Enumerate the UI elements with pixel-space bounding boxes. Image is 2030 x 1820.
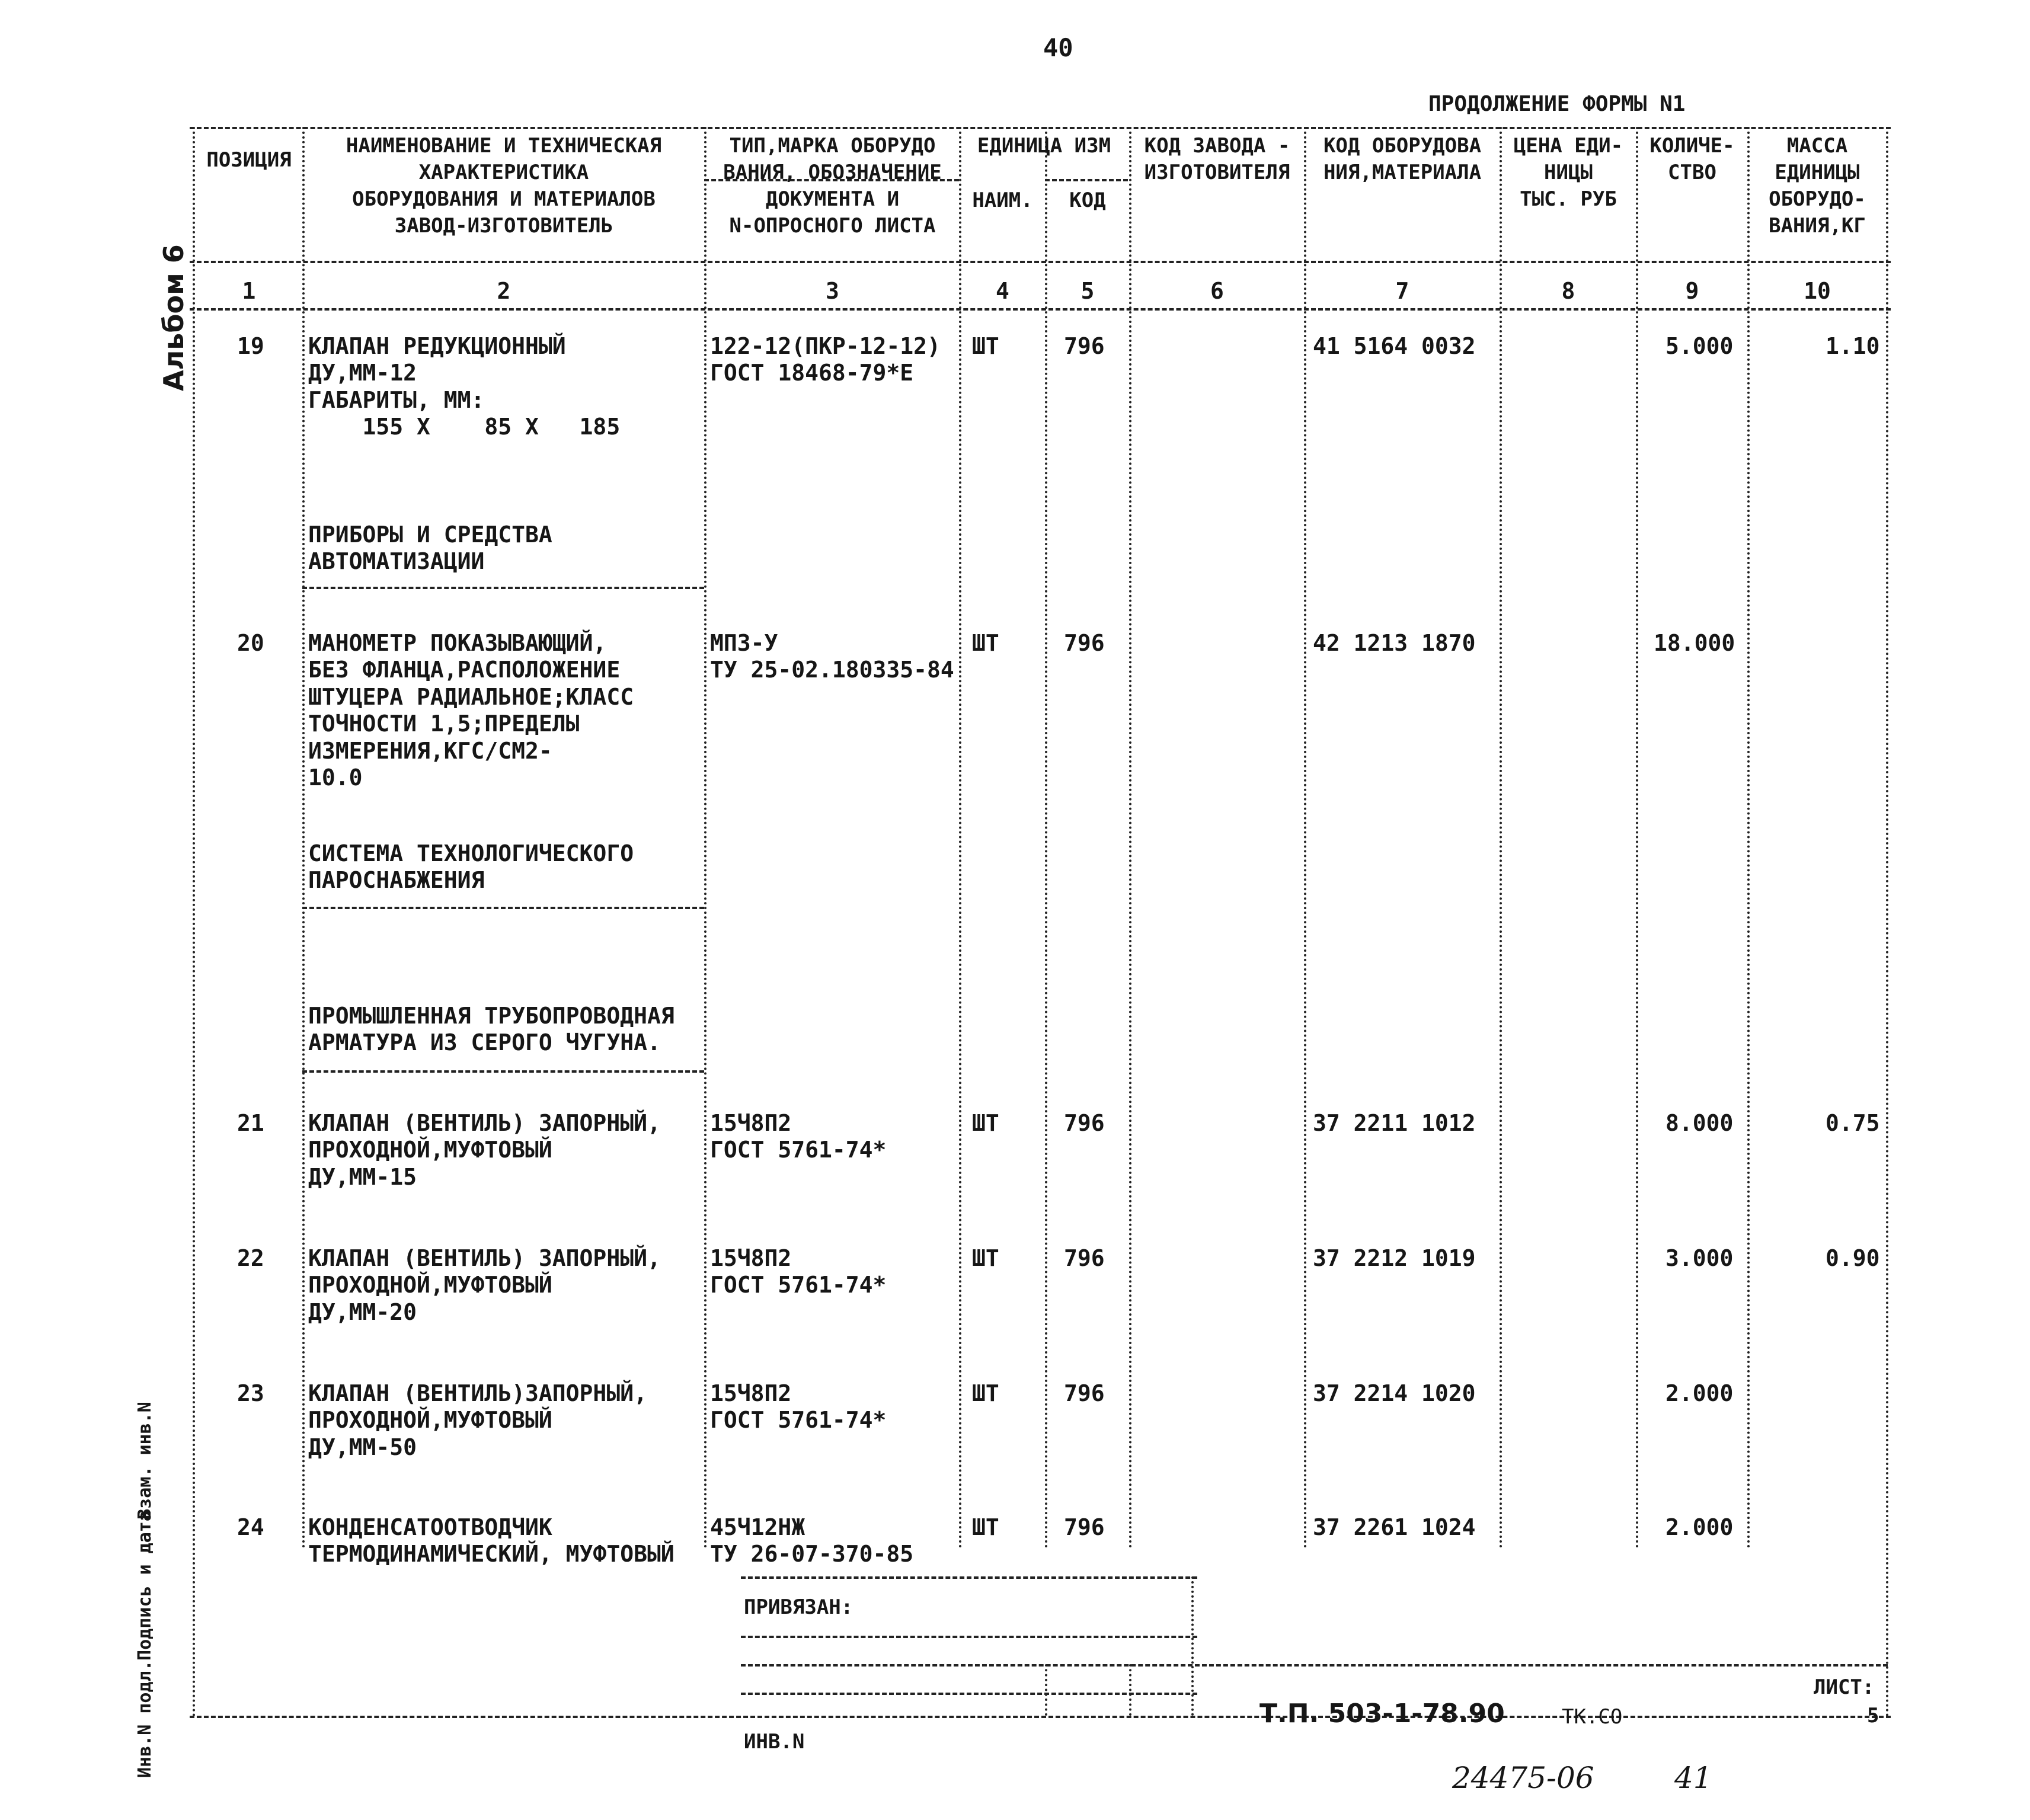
- handwritten-page: 41: [1674, 1761, 1712, 1795]
- row-unit: ШТ: [972, 333, 999, 359]
- row-name-line: КОНДЕНСАТООТВОДЧИК: [308, 1514, 552, 1540]
- row-name-line: 10.0: [308, 765, 363, 791]
- row-mass: 0.75: [1826, 1110, 1880, 1136]
- row-name-line: КЛАПАН (ВЕНТИЛЬ) ЗАПОРНЫЙ,: [308, 1245, 661, 1271]
- row-unit-code: 796: [1064, 1380, 1105, 1406]
- row-name-line: ТЕРМОДИНАМИЧЕСКИЙ, МУФТОВЫЙ: [308, 1541, 674, 1567]
- row-type: МПЗ-У: [710, 630, 778, 656]
- row-name-line: МАНОМЕТР ПОКАЗЫВАЮЩИЙ,: [308, 630, 607, 656]
- form-continuation-title: ПРОДОЛЖЕНИЕ ФОРМЫ N1: [1428, 92, 1686, 116]
- row-equip-code: 41 5164 0032: [1313, 333, 1476, 359]
- row-name-line: ДУ,ММ-50: [308, 1434, 417, 1460]
- row-unit: ШТ: [972, 1380, 999, 1406]
- header-col8: ЦЕНА ЕДИ- НИЦЫ ТЫС. РУБ: [1513, 134, 1623, 211]
- side-stamp: [135, 1402, 155, 1778]
- row-name-line: ДУ,ММ-20: [308, 1299, 417, 1325]
- header-col4: НАИМ.: [972, 188, 1033, 212]
- row-unit-code: 796: [1064, 333, 1105, 359]
- row-qty: 2.000: [1665, 1380, 1734, 1406]
- side-stamp-signature: Подпись и дата: [135, 1511, 155, 1661]
- header-col3: ТИП,МАРКА ОБОРУДО ВАНИЯ, ОБОЗНАЧЕНИЕ ДОКУМЕНТА И N-ОПРОСНОГО ЛИСТА: [723, 134, 942, 238]
- row-unit-code: 796: [1064, 1514, 1105, 1540]
- row-equip-code: 42 1213 1870: [1313, 630, 1476, 656]
- header-col1: ПОЗИЦИЯ: [206, 148, 292, 172]
- row-type: 45Ч12НЖ: [710, 1514, 805, 1540]
- row-name-line: ТОЧНОСТИ 1,5;ПРЕДЕЛЫ: [308, 711, 580, 737]
- column-number: 10: [1804, 278, 1831, 304]
- row-type: 15Ч8П2: [710, 1380, 792, 1406]
- row-name-line: ГАБАРИТЫ, ММ:: [308, 387, 485, 413]
- row-unit: ШТ: [972, 1110, 999, 1136]
- department-code: ТК.СО: [1562, 1705, 1623, 1729]
- row-name-line: ПРОХОДНОЙ,МУФТОВЫЙ: [308, 1137, 552, 1163]
- header-col2: НАИМЕНОВАНИЕ И ТЕХНИЧЕСКАЯ ХАРАКТЕРИСТИКА ОБОРУДОВАНИЯ И МАТЕРИАЛОВ ЗАВОД-ИЗГОТОВИТЕЛЬ: [346, 134, 662, 238]
- row-mass: 0.90: [1826, 1245, 1880, 1271]
- row-name-line: 155 X 85 X 185: [308, 414, 621, 440]
- header-col45: ЕДИНИЦА ИЗМ: [977, 134, 1111, 158]
- header-col10: МАССА ЕДИНИЦЫ ОБОРУДО- ВАНИЯ,КГ: [1769, 134, 1866, 238]
- row-name-line: ШТУЦЕРА РАДИАЛЬНОЕ;КЛАСС: [308, 684, 634, 710]
- row-position: 22: [237, 1245, 264, 1271]
- document-code: Т.П. 503-1-78.90: [1259, 1699, 1505, 1729]
- header-col6: КОД ЗАВОДА - ИЗГОТОВИТЕЛЯ: [1144, 134, 1290, 184]
- sheet-label: ЛИСТ:: [1814, 1675, 1875, 1699]
- row-equip-code: 37 2214 1020: [1313, 1380, 1476, 1406]
- row-name-line: КЛАПАН (ВЕНТИЛЬ) ЗАПОРНЫЙ,: [308, 1110, 661, 1136]
- column-number: 6: [1210, 278, 1224, 304]
- row-position: 20: [237, 630, 264, 656]
- album-label: Альбом 6: [158, 244, 190, 391]
- row-name-line: БЕЗ ФЛАНЦА,РАСПОЛОЖЕНИЕ: [308, 657, 621, 683]
- row-name-line: КЛАПАН (ВЕНТИЛЬ)ЗАПОРНЫЙ,: [308, 1380, 647, 1406]
- row-type: ТУ 26-07-370-85: [710, 1541, 914, 1567]
- row-type: ГОСТ 5761-74*: [710, 1272, 887, 1298]
- column-number: 1: [242, 278, 256, 304]
- column-number: 8: [1561, 278, 1575, 304]
- side-stamp-replace: Взам. инв.N: [135, 1402, 155, 1520]
- row-unit-code: 796: [1064, 630, 1105, 656]
- row-equip-code: 37 2261 1024: [1313, 1514, 1476, 1540]
- row-name-line: ДУ,ММ-15: [308, 1164, 417, 1190]
- row-type: ТУ 25-02.180335-84: [710, 657, 954, 683]
- page-number: 40: [1043, 33, 1073, 62]
- row-type: ГОСТ 5761-74*: [710, 1407, 887, 1433]
- row-equip-code: 37 2212 1019: [1313, 1245, 1476, 1271]
- row-mass: 1.10: [1826, 333, 1880, 359]
- column-number: 9: [1685, 278, 1699, 304]
- row-qty: 5.000: [1665, 333, 1734, 359]
- row-position: 23: [237, 1380, 264, 1406]
- row-unit: ШТ: [972, 1245, 999, 1271]
- row-type: ГОСТ 5761-74*: [710, 1137, 887, 1163]
- row-position: 19: [237, 333, 264, 359]
- column-number: 5: [1080, 278, 1095, 304]
- row-equip-code: 37 2211 1012: [1313, 1110, 1476, 1136]
- row-type: ГОСТ 18468-79*Е: [710, 360, 914, 386]
- header-col7: КОД ОБОРУДОВА НИЯ,МАТЕРИАЛА: [1323, 134, 1482, 184]
- row-name-line: ДУ,ММ-12: [308, 360, 417, 386]
- row-unit: ШТ: [972, 1514, 999, 1540]
- row-position: 24: [237, 1514, 264, 1540]
- header-col5: КОД: [1069, 188, 1106, 212]
- row-type: 15Ч8П2: [710, 1110, 792, 1136]
- sheet-number: 5: [1867, 1704, 1879, 1728]
- row-position: 21: [237, 1110, 264, 1136]
- row-qty: 3.000: [1665, 1245, 1734, 1271]
- column-number: 3: [826, 278, 839, 304]
- row-qty: 18.000: [1654, 630, 1735, 656]
- side-stamp-inv: Инв.N подл.: [135, 1660, 155, 1778]
- row-type: 15Ч8П2: [710, 1245, 792, 1271]
- linked-label: ПРИВЯЗАН:: [744, 1595, 853, 1619]
- column-number: 2: [497, 278, 511, 304]
- row-name-line: ПРОХОДНОЙ,МУФТОВЫЙ: [308, 1407, 552, 1433]
- row-qty: 2.000: [1665, 1514, 1734, 1540]
- column-number: 7: [1395, 278, 1409, 304]
- row-name-line: ПРОХОДНОЙ,МУФТОВЫЙ: [308, 1272, 552, 1298]
- column-number: 4: [996, 278, 1009, 304]
- row-name-line: КЛАПАН РЕДУКЦИОННЫЙ: [308, 333, 566, 359]
- row-unit-code: 796: [1064, 1245, 1105, 1271]
- row-name-line: ИЗМЕРЕНИЯ,КГС/СМ2-: [308, 738, 552, 764]
- row-qty: 8.000: [1665, 1110, 1734, 1136]
- header-col9: КОЛИЧЕ- СТВО: [1649, 134, 1735, 184]
- row-unit-code: 796: [1064, 1110, 1105, 1136]
- inventory-label: ИНВ.N: [744, 1730, 805, 1754]
- row-type: 122-12(ПКР-12-12): [710, 333, 941, 359]
- row-unit: ШТ: [972, 630, 999, 656]
- handwritten-number: 24475-06: [1452, 1761, 1594, 1795]
